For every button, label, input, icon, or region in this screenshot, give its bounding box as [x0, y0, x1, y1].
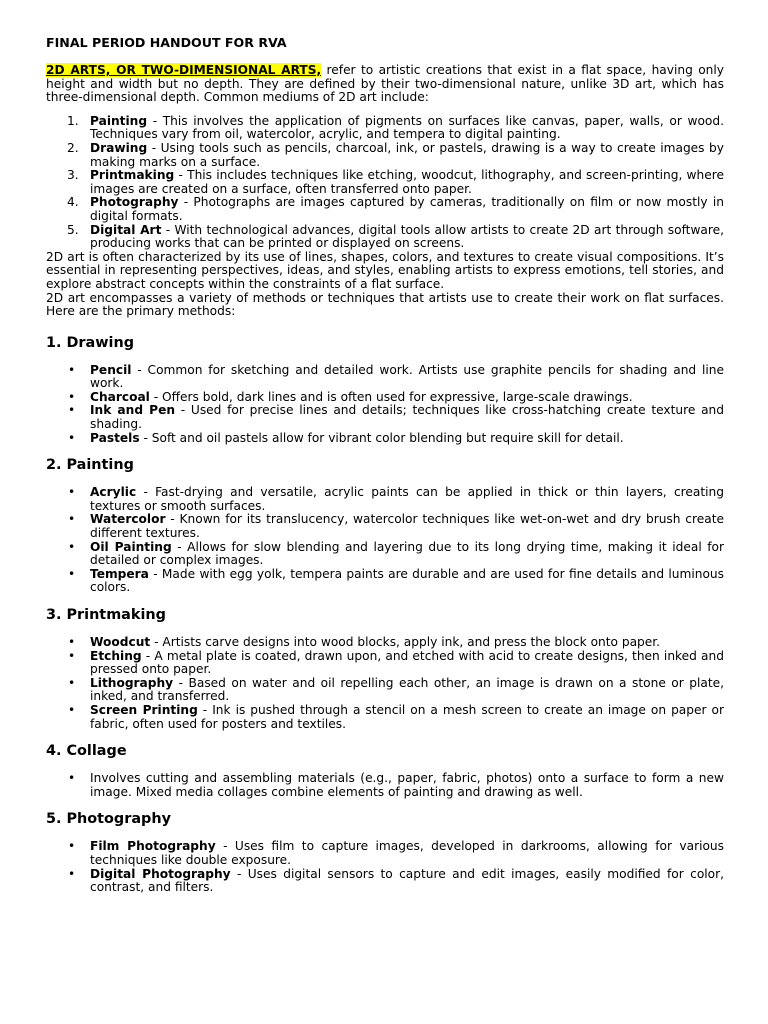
- item-desc: - Offers bold, dark lines and is often used for expressive, large-scale drawings.: [149, 389, 633, 404]
- medium-term: Photography: [90, 195, 179, 210]
- item-term: Oil Painting: [90, 539, 172, 554]
- item-desc: - Soft and oil pastels allow for vibrant color blending but require skill for detail.: [139, 430, 624, 445]
- item-desc: - A metal plate is coated, drawn upon, and etched with acid to create designs, then inked and pressed onto paper.: [90, 648, 724, 677]
- medium-desc: - Using tools such as pencils, charcoal, ink, or pastels, drawing is a way to create images by making marks on a surface.: [90, 140, 724, 169]
- item-term: Pastels: [90, 430, 140, 445]
- list-item: [46, 636, 724, 650]
- item-term: Etching: [90, 648, 142, 663]
- bullet-icon: •: [68, 866, 76, 881]
- section-heading-drawing: 1. Drawing: [46, 334, 135, 351]
- medium-item: [46, 142, 724, 169]
- medium-desc: - This includes techniques like etching, woodcut, lithography, and screen-printing, where images are created on a surface, often transferred onto paper.: [90, 168, 724, 196]
- list-item: [46, 404, 724, 431]
- bullet-icon: •: [68, 675, 76, 690]
- medium-number: 3.: [67, 168, 79, 183]
- bullet-icon: •: [68, 362, 76, 377]
- item-term: Ink and Pen: [90, 403, 176, 418]
- list-item: [46, 840, 724, 867]
- item-desc: - Uses film to capture images, developed in darkrooms, allowing for various techniques like double exposure.: [90, 839, 724, 867]
- item-term: Film Photography: [90, 839, 216, 854]
- medium-number: 4.: [67, 195, 79, 210]
- item-term: Woodcut: [90, 635, 151, 649]
- collage-list: [46, 772, 724, 799]
- list-item: [46, 432, 724, 446]
- drawing-list: [46, 364, 724, 446]
- bullet-icon: •: [68, 635, 76, 649]
- medium-number: 5.: [67, 222, 79, 237]
- list-item: [46, 772, 724, 799]
- list-item: [46, 391, 724, 405]
- bullet-icon: •: [68, 403, 76, 418]
- medium-desc: - With technological advances, digital tools allow artists to create 2D art through software, producing works that can be printed or displayed on screens.: [90, 222, 724, 251]
- medium-item: [46, 169, 724, 196]
- list-item: [46, 486, 724, 513]
- list-item: [46, 677, 724, 704]
- list-item: [46, 568, 724, 595]
- section-heading-photography: 5. Photography: [46, 811, 171, 828]
- mediums-list: [46, 115, 724, 251]
- bullet-icon: •: [68, 771, 76, 786]
- item-desc: - Made with egg yolk, tempera paints are durable and are used for fine details and luminous colors.: [90, 566, 724, 595]
- item-desc: - Ink is pushed through a stencil on a mesh screen to create an image on paper or fabric, often used for posters and textiles.: [90, 702, 724, 731]
- item-term: Watercolor: [90, 512, 166, 527]
- item-term: Pencil: [90, 362, 132, 377]
- section-heading-collage: 4. Collage: [46, 743, 127, 760]
- list-item: [46, 704, 724, 731]
- item-desc: - Allows for slow blending and layering due to its long drying time, making it ideal for detailed or complex images.: [90, 539, 724, 568]
- list-item: [46, 364, 724, 391]
- item-term: Acrylic: [90, 485, 137, 500]
- photography-list: [46, 840, 724, 894]
- list-item: [46, 541, 724, 568]
- medium-term: Painting: [90, 113, 148, 128]
- painting-list: [46, 486, 724, 595]
- bullet-icon: •: [68, 839, 76, 854]
- item-term: Charcoal: [90, 389, 150, 404]
- bullet-icon: •: [68, 702, 76, 717]
- item-term: Tempera: [90, 566, 149, 581]
- item-desc: - Artists carve designs into wood blocks, apply ink, and press the block onto paper.: [150, 635, 661, 649]
- medium-number: 2.: [67, 140, 79, 155]
- methods-intro-paragraph: 2D art encompasses a variety of methods or techniques that artists use to create their work on flat surfaces. Here are the primary methods:: [46, 290, 724, 319]
- document-title: FINAL PERIOD HANDOUT FOR RVA: [46, 35, 287, 50]
- medium-desc: - This involves the application of pigments on surfaces like canvas, paper, walls, or wood. Techniques vary from oil, watercolor, acrylic, and tempera to digital painting.: [90, 113, 724, 142]
- item-desc: Involves cutting and assembling materials (e.g., paper, fabric, photos) onto a surface to form a new image. Mixed media collages combine elements of painting and drawing as well.: [90, 771, 724, 799]
- medium-term: Printmaking: [90, 168, 175, 183]
- intro-paragraph: [46, 64, 724, 105]
- item-term: Digital Photography: [90, 866, 231, 881]
- bullet-icon: •: [68, 512, 76, 527]
- bullet-icon: •: [68, 648, 76, 663]
- list-item: [46, 868, 724, 895]
- highlighted-term: 2D ARTS, OR TWO-DIMENSIONAL ARTS,: [46, 63, 322, 77]
- item-desc: - Used for precise lines and details; techniques like cross-hatching create texture and shading.: [90, 403, 724, 432]
- medium-term: Digital Art: [90, 222, 162, 237]
- item-term: Screen Printing: [90, 702, 198, 717]
- characteristics-paragraph: 2D art is often characterized by its use of lines, shapes, colors, and textures to create visual compositions. It’s essential in representing perspectives, ideas, and styles, enabling artists to express emotions, tell stories, and explore abstract concepts within the constraints of a flat surface.: [46, 249, 724, 291]
- medium-item: [46, 196, 724, 223]
- medium-item: [46, 224, 724, 251]
- item-term: Lithography: [90, 675, 174, 690]
- list-item: [46, 513, 724, 540]
- bullet-icon: •: [68, 566, 76, 581]
- medium-term: Drawing: [90, 140, 148, 155]
- list-item: [46, 650, 724, 677]
- handout-page: [46, 36, 724, 895]
- item-desc: - Fast-drying and versatile, acrylic paints can be applied in thick or thin layers, creating textures or smooth surfaces.: [90, 485, 724, 513]
- item-desc: - Known for its translucency, watercolor techniques like wet-on-wet and dry brush create different textures.: [90, 512, 724, 541]
- section-heading-painting: 2. Painting: [46, 457, 134, 474]
- intro-text: refer to artistic creations that exist in a flat space, having only height and width but no depth. They are defined by their two-dimensional nature, unlike 3D art, which has three-dimensional depth. Common mediums of 2D art include:: [46, 63, 724, 105]
- printmaking-list: [46, 636, 724, 731]
- bullet-icon: •: [68, 485, 76, 500]
- bullet-icon: •: [68, 430, 76, 445]
- item-desc: - Based on water and oil repelling each other, an image is drawn on a stone or plate, inked, and transferred.: [90, 675, 724, 704]
- item-desc: - Common for sketching and detailed work. Artists use graphite pencils for shading and line work.: [90, 362, 724, 391]
- bullet-icon: •: [68, 539, 76, 554]
- medium-desc: - Photographs are images captured by cameras, traditionally on film or now mostly in digital formats.: [90, 195, 724, 223]
- medium-number: 1.: [67, 113, 79, 128]
- bullet-icon: •: [68, 389, 76, 404]
- medium-item: [46, 115, 724, 142]
- section-heading-printmaking: 3. Printmaking: [46, 607, 166, 623]
- item-desc: - Uses digital sensors to capture and edit images, easily modified for color, contrast, and filters.: [90, 866, 725, 895]
